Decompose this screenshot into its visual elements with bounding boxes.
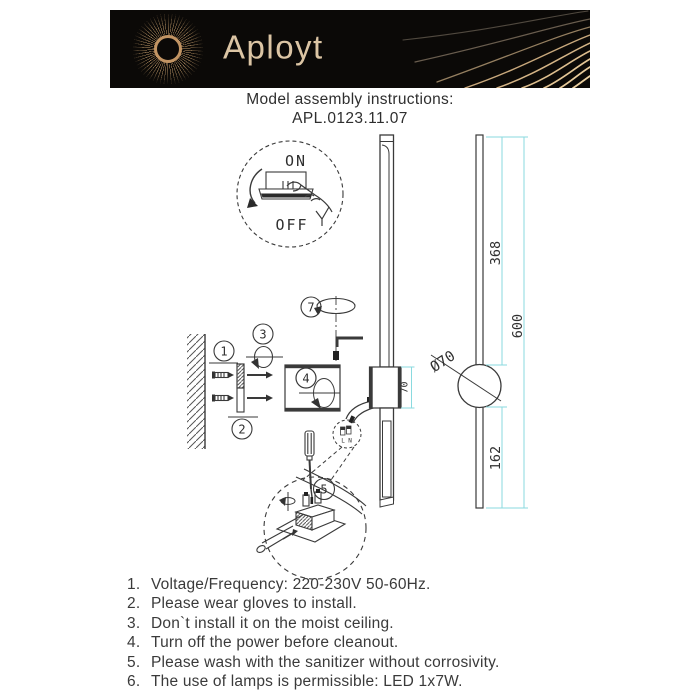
instruction-item — [127, 575, 499, 594]
dim-600-label: 600 — [510, 313, 526, 339]
switch-on-label: ON — [284, 152, 308, 170]
model-number: APL.0123.11.07 — [292, 110, 408, 127]
svg-text:2: 2 — [238, 422, 246, 437]
dim-368-label: 368 — [488, 240, 504, 266]
dim-diameter-label: Ø70 — [427, 348, 459, 376]
instruction-item — [127, 633, 499, 652]
switch-off-label: OFF — [275, 216, 309, 234]
item-text: The use of lamps is permissible: LED 1x7W. — [151, 673, 463, 691]
item-text: Please wear gloves to install. — [151, 595, 357, 613]
item-number: 3. — [127, 614, 141, 632]
item-number: 2. — [127, 595, 141, 613]
switch-detail — [237, 141, 343, 247]
lamp-ball — [458, 365, 501, 408]
item-number: 6. — [127, 673, 141, 691]
wall-mounting — [187, 324, 283, 449]
hex-key-icon — [337, 338, 363, 347]
brand-wordmark: Aployt — [223, 28, 324, 66]
instruction-item — [127, 672, 499, 691]
rotate-icon — [314, 299, 355, 316]
bracket-dimension — [400, 367, 415, 408]
item-text: Voltage/Frequency: 220-230V 50-60Hz. — [151, 576, 431, 593]
canopy-box-step — [285, 365, 340, 411]
grub-screw-icon — [333, 351, 339, 360]
item-text: Please wash with the sanitizer without corrosivity. — [151, 653, 500, 671]
item-number: 5. — [127, 653, 141, 671]
svg-text:7: 7 — [307, 300, 315, 315]
instructions-list — [127, 575, 499, 691]
page-title: Model assembly instructions: — [246, 91, 454, 108]
item-number: 4. — [127, 634, 141, 652]
dim-162-label: 162 — [488, 445, 504, 471]
rotate-icon — [279, 492, 295, 511]
rotate-icon — [246, 347, 283, 370]
svg-text:3: 3 — [259, 327, 267, 342]
lamp-front-view — [370, 135, 402, 507]
instruction-item — [127, 653, 499, 672]
rocker-switch-icon — [259, 172, 313, 199]
svg-text:1: 1 — [220, 344, 228, 359]
instruction-item — [127, 594, 499, 613]
instruction-item — [127, 614, 499, 633]
dimension-lines — [486, 137, 528, 508]
wall-bracket — [370, 367, 402, 408]
item-text: Don`t install it on the moist ceiling. — [151, 614, 394, 632]
item-number: 1. — [127, 576, 141, 593]
dim-70-label: 70 — [399, 381, 411, 394]
svg-text:5: 5 — [320, 482, 328, 497]
item-text: Turn off the power before cleanout. — [151, 634, 399, 652]
terminal-neutral-label: N — [348, 437, 352, 445]
svg-text:4: 4 — [302, 371, 310, 386]
wall-hatch — [187, 334, 205, 449]
terminal-live-label: L — [341, 437, 345, 445]
set-screw-step — [301, 296, 363, 364]
